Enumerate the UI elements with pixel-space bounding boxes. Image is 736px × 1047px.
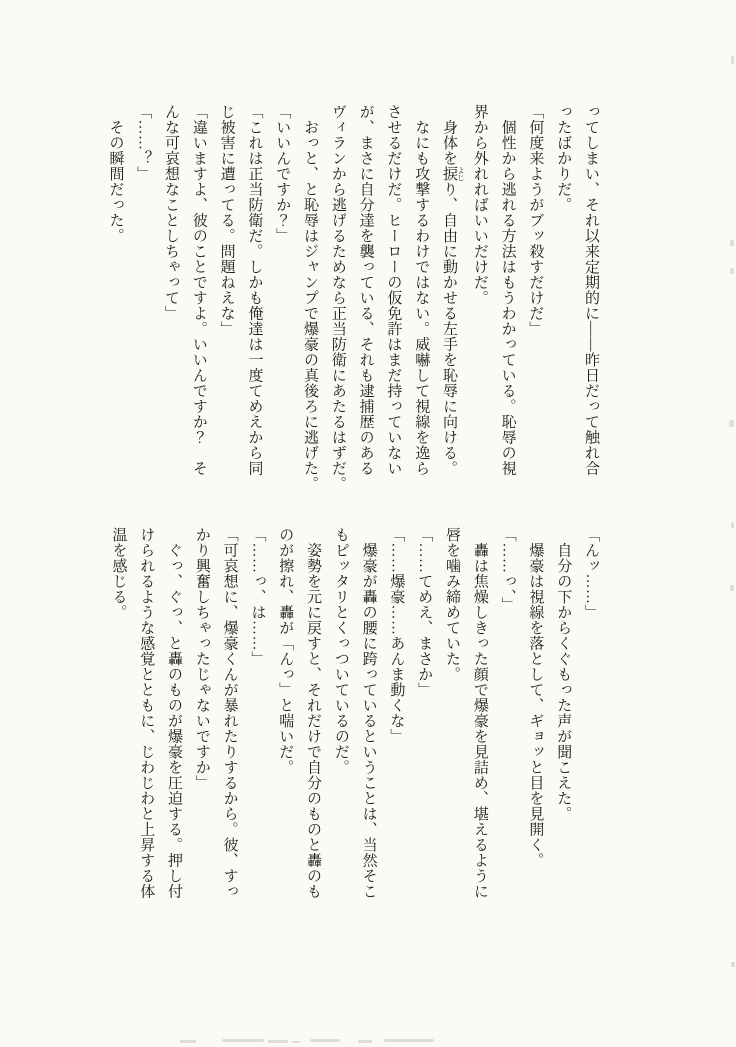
text-column: じ被害に遭ってる。問題ねえな」 [218, 104, 235, 337]
text-column: 「……てめえ、まさか」 [416, 527, 433, 698]
scan-edge-mark [730, 240, 734, 246]
text-column: 「……爆豪……あんま動くな」 [388, 527, 405, 744]
scan-smudge [292, 1041, 300, 1043]
text-block-top [101, 104, 604, 496]
furigana-ruby: 捩 よじ [441, 166, 466, 182]
scan-smudge [180, 1040, 196, 1043]
text-column: ヴィランから逃げるためなら正当防衛にあたるはずだ。 [329, 104, 346, 492]
text-column: 「……っ、は……」 [249, 527, 266, 667]
text-column: 個性から逃れる方法はもうわかっている。恥辱の視 [499, 104, 516, 476]
text-column: けられるような感覚とともに、じわじわと上昇する体 [138, 527, 155, 899]
text-column: おっと、と恥辱はジャンプで爆豪の真後ろに逃げた。 [302, 104, 319, 492]
scan-edge-mark [729, 420, 734, 427]
text-column: 姿勢を元に戻すと、それだけで自分のものと轟のも [305, 527, 322, 899]
text-column: 「これは正当防衛だ。しかも俺達は一度てめえから同 [246, 104, 263, 476]
text-column: もピッタリとくっついているのだ。 [332, 527, 349, 775]
text-column: かり興奮しちゃったじゃないですか」 [193, 527, 210, 791]
text-column: 自分の下からくぐもった声が聞こえた。 [555, 527, 572, 822]
text-column: 身体を捩 よじり、自由に動かせる左手を恥辱に向ける。 [441, 104, 466, 476]
text-column: 「違いますよ、彼のことですよ。いいんですか？ そ [190, 104, 207, 476]
text-column: させるだけだ。ヒーローの仮免許はまだ持っていない [385, 104, 402, 476]
text-column: 唇を噛み締めていた。 [444, 527, 461, 682]
text-column: が、まさに自分達を襲っている、それも逮捕歴のある [357, 104, 374, 476]
text-block-bottom [104, 527, 604, 919]
text-column: 轟は焦燥しきった顔で爆豪を見詰め、堪えるように [471, 527, 488, 899]
text-column: 温を感じる。 [110, 527, 127, 620]
scan-edge-mark [731, 522, 734, 528]
scan-smudge [384, 1039, 434, 1042]
text-column: ぐっ、ぐっ、と轟のものが爆豪を圧迫する。押し付 [166, 527, 183, 899]
text-column: その瞬間だった。 [107, 104, 124, 244]
scan-smudge [268, 1040, 288, 1043]
text-column: 「んッ……」 [583, 527, 599, 620]
text-column: のが擦れ、轟が「んっ」と喘いだ。 [277, 527, 294, 775]
text-column: なにも攻撃するわけではない。威嚇して視線を逸ら [413, 104, 430, 476]
text-column: んな可哀想なことしちゃって」 [163, 104, 180, 321]
text-column: 「……っ、」 [499, 527, 516, 613]
scan-smudge [310, 1039, 340, 1042]
text-column: 「……？」 [135, 104, 152, 182]
scan-edge-mark [730, 268, 734, 274]
text-column: ってしまい、それ以来定期的に――昨日だって触れ合 [583, 104, 599, 476]
text-column: 爆豪は視線を落として、ギョッと目を見開く。 [527, 527, 544, 868]
text-column: 「何度来ようがブッ殺すだけだ」 [527, 104, 544, 337]
scan-smudge [222, 1039, 264, 1042]
text-column: 「可哀想に、爆豪くんが暴れたりするから。彼、すっ [221, 527, 238, 899]
scan-edge-mark [731, 962, 735, 967]
scan-smudge [358, 1040, 372, 1043]
text-column: ったばかりだ。 [555, 104, 572, 213]
scan-edge-mark [730, 585, 734, 591]
text-column: 「いいんですか？」 [274, 104, 291, 244]
text-column: 爆豪が轟の腰に跨っているということは、当然そこ [360, 527, 377, 899]
text-column: 界から外れればいいだけだ。 [471, 104, 488, 306]
scan-edge-mark [731, 56, 734, 64]
